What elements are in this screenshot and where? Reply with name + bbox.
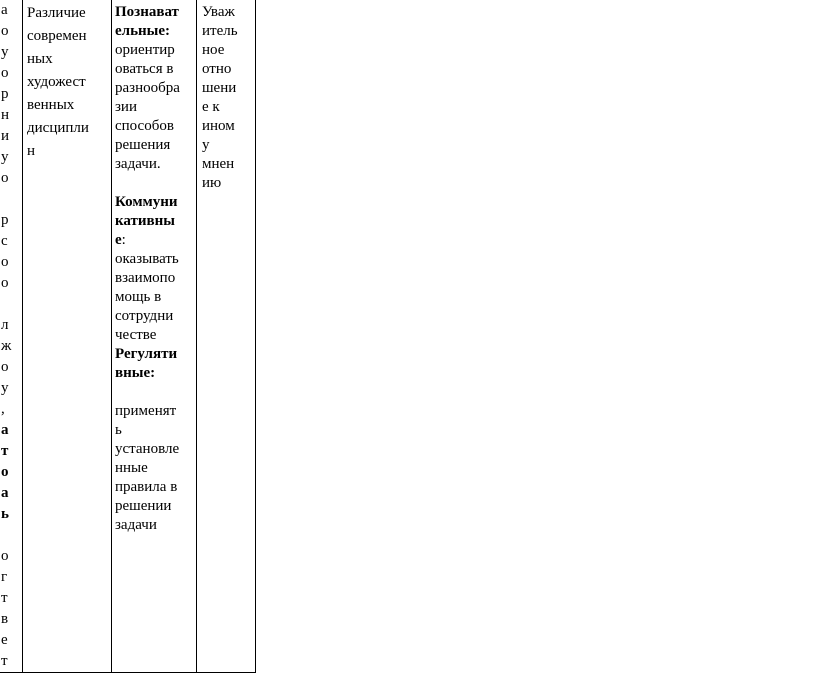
text-line: а — [1, 2, 8, 18]
text-line: в — [1, 611, 9, 627]
text-line — [115, 193, 196, 212]
table-cell-col2 — [23, 0, 112, 673]
text-line: Регуляти — [115, 346, 178, 362]
text-line: ных — [27, 51, 53, 67]
lesson-table — [0, 0, 256, 673]
text-line: ориентир — [115, 42, 175, 58]
col4-text — [197, 0, 255, 193]
regulatory-text — [115, 402, 196, 535]
table-cell-col1 — [0, 0, 23, 673]
text-line: установле — [115, 441, 180, 457]
table-cell-col3 — [112, 0, 197, 673]
text-line: ь — [115, 422, 122, 438]
text-line: решении — [115, 498, 172, 514]
bold-fragment: е — [115, 232, 122, 248]
text-line: мощь в — [115, 289, 162, 305]
empty-area — [256, 0, 257, 673]
text-line: задачи. — [115, 156, 161, 172]
text-line — [0, 189, 22, 210]
text-line: правила в — [115, 479, 178, 495]
text-line: у — [1, 44, 9, 60]
text-line: художест — [27, 74, 86, 90]
col1-text — [0, 0, 22, 672]
text-line — [115, 231, 196, 250]
text-line: а — [1, 485, 9, 501]
text-line: венных — [27, 97, 75, 113]
colon: : — [121, 232, 126, 248]
text-line: взаимопо — [115, 270, 176, 286]
text-line: нные — [115, 460, 148, 476]
text-line: л — [1, 317, 9, 333]
text-line: р — [1, 212, 9, 228]
text-line: о — [1, 65, 9, 81]
text-line: р — [1, 86, 9, 102]
table-row — [0, 0, 256, 673]
text-line: о — [1, 23, 9, 39]
text-line: вные: — [115, 365, 156, 381]
text-line: Познават — [115, 4, 179, 20]
text-line: с — [1, 233, 8, 249]
cognitive-text — [115, 41, 196, 174]
text-line: е — [1, 632, 8, 648]
bold-fragment: кативны — [115, 213, 175, 229]
text-line: о — [1, 359, 9, 375]
text-line: ное — [202, 42, 225, 58]
text-line: н — [27, 143, 36, 159]
text-line: о — [1, 170, 9, 186]
text-line: а — [1, 422, 9, 438]
col3-text — [112, 0, 196, 535]
text-line: способов — [115, 118, 174, 134]
text-line: о — [1, 464, 9, 480]
text-line — [115, 212, 196, 231]
text-line: ию — [202, 175, 222, 191]
text-line: задачи — [115, 517, 157, 533]
text-line: отно — [202, 61, 232, 77]
text-line: итель — [202, 23, 238, 39]
text-line: о — [1, 254, 9, 270]
text-line: современ — [27, 28, 87, 44]
text-line: ь — [1, 506, 9, 522]
communicative-heading — [115, 193, 196, 250]
cognitive-heading — [115, 3, 196, 41]
text-line: т — [1, 653, 8, 669]
text-line: о — [1, 548, 9, 564]
text-line: сотрудни — [115, 308, 174, 324]
text-line: оваться в — [115, 61, 174, 77]
bold-fragment: Коммуни — [115, 194, 178, 210]
text-line: Различие — [27, 5, 86, 21]
text-line: о — [1, 275, 9, 291]
text-line: оказывать — [115, 251, 179, 267]
text-line: зии — [115, 99, 137, 115]
text-line — [0, 525, 22, 546]
text-line: и — [1, 128, 10, 144]
text-line: е к — [202, 99, 220, 115]
text-line: дисципли — [27, 120, 89, 136]
text-line: у — [1, 380, 9, 396]
text-line — [0, 294, 22, 315]
text-line: н — [1, 107, 10, 123]
text-line: мнен — [202, 156, 235, 172]
text-line: ж — [1, 338, 12, 354]
text-line: честве — [115, 327, 157, 343]
text-line: разнообра — [115, 80, 180, 96]
communicative-text — [115, 250, 196, 345]
text-line: ельные: — [115, 23, 171, 39]
regulatory-heading — [115, 345, 196, 383]
text-line: применят — [115, 403, 177, 419]
text-line: у — [202, 137, 210, 153]
col2-text — [23, 0, 111, 163]
text-line: ином — [202, 118, 235, 134]
text-line: , — [1, 401, 5, 417]
text-line: шени — [202, 80, 237, 96]
text-line: у — [1, 149, 9, 165]
text-line: решения — [115, 137, 171, 153]
text-line: Уваж — [202, 4, 235, 20]
text-line: т — [1, 590, 8, 606]
text-line: г — [1, 569, 8, 585]
table-cell-col4 — [197, 0, 256, 673]
text-line: т — [1, 443, 9, 459]
